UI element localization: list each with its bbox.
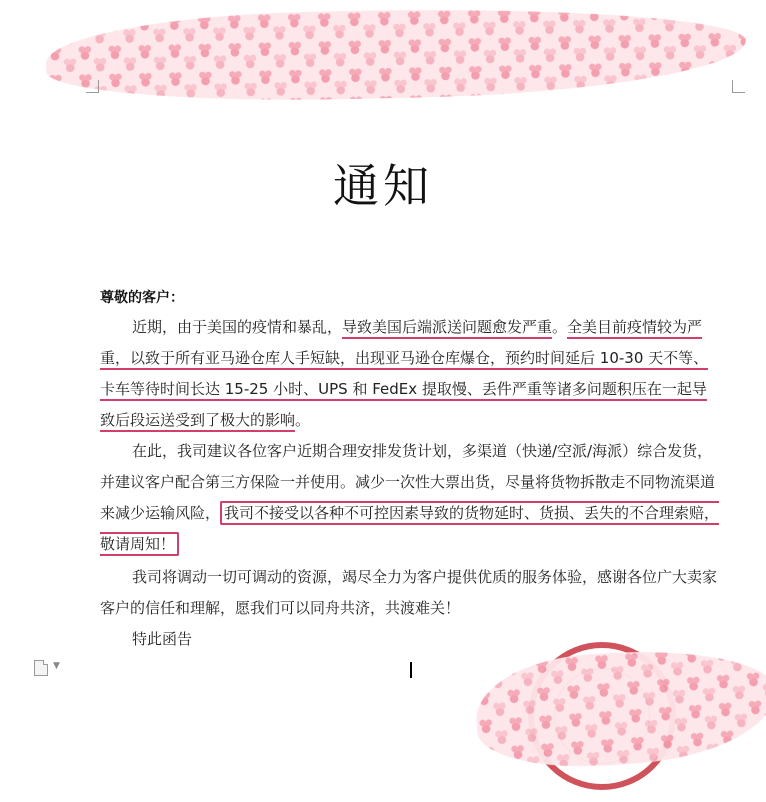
paragraph-2 xyxy=(100,436,720,560)
margin-corner-mark-left xyxy=(86,80,99,93)
underlined-text: 导致美国后端派送问题愈发严重 xyxy=(342,318,552,339)
punctuation: 。 xyxy=(295,411,311,429)
underlined-text: 全美目前疫情较为严重，以致于所有亚马逊仓库人手短缺，出现亚马逊仓库爆仓，预约时间延后 10-30 天不等、卡车等待时间长达 15-25 小时、UPS 和 FedEx 提取慢、丢件严重等诸多问题积压在一起导致后段运送受到了极大的影响 xyxy=(100,318,708,432)
boxed-notice: 我司不接受以各种不可控因素导致的货物延时、货损、丢失的不合理索赔，敬请周知！ xyxy=(100,501,719,556)
hearts-decoration-top xyxy=(45,3,747,106)
document-title: 通知 xyxy=(333,159,433,213)
document-icon[interactable] xyxy=(34,660,48,676)
margin-corner-mark-right xyxy=(732,80,745,93)
closing-line: 特此函告 xyxy=(132,630,193,648)
paragraph-1 xyxy=(100,312,720,436)
salutation: 尊敬的客户： xyxy=(100,290,184,306)
chevron-down-icon[interactable]: ▼ xyxy=(53,661,60,671)
paragraph-2-lead: 在此，我司建议各位客户近期合理安排发货计划，多渠道（快递/空派/海派）综合发货，并建议客户配合第三方保险一并使用。减少一次性大票出货，尽量将货物拆散走不同物流渠道来减少运输风险， xyxy=(100,442,716,522)
paragraph-3: 我司将调动一切可调动的资源，竭尽全力为客户提供优质的服务体验，感谢各位广大卖家客户的信任和理解，愿我们可以同舟共济，共渡难关！ xyxy=(100,568,718,617)
paragraph-1-lead: 近期，由于美国的疫情和暴乱， xyxy=(132,318,343,336)
punctuation: 。 xyxy=(552,318,568,336)
hearts-decoration-bottom xyxy=(472,642,766,775)
text-cursor xyxy=(410,662,412,678)
